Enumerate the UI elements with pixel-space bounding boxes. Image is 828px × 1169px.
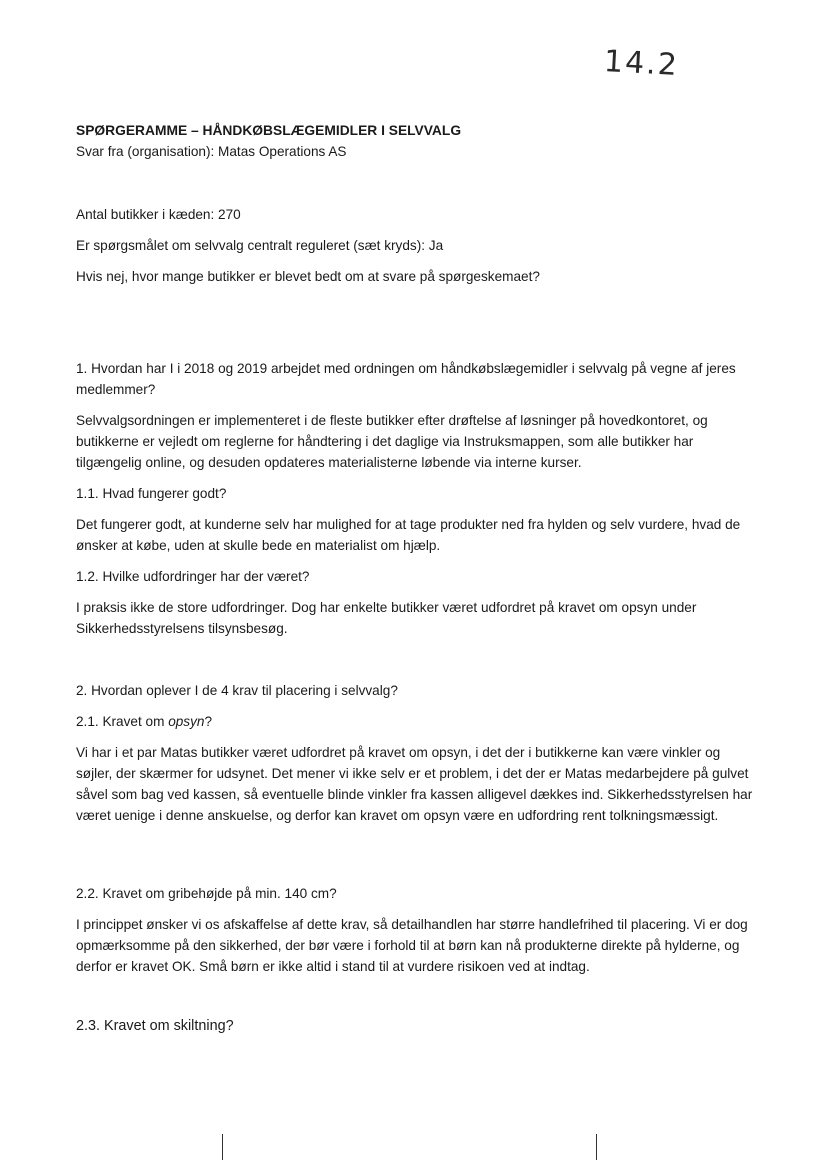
question-1: 1. Hvordan har I i 2018 og 2019 arbejdet med ordningen om håndkøbslægemidler i selvvalg på vegne af jeres medlemmer? <box>76 361 736 397</box>
answer-2-2: I princippet ønsker vi os afskaffelse af dette krav, så detailhandlen har større handlefrihed til placering. Vi er dog opmærksomme på den sikkerhed, der bør være i forhold til at børn kan nå produkterne direkte på hylderne, og derfor er kravet OK. Små børn er ikke altid i stand til at vurdere risikoen ved at indtag. <box>76 917 748 974</box>
question-2: 2. Hvordan oplever I de 4 krav til placering i selvvalg? <box>76 683 398 698</box>
regulated-line: Er spørgsmålet om selvvalg centralt reguleret (sæt kryds): Ja <box>76 238 444 253</box>
question-1-2: 1.2. Hvilke udfordringer har der været? <box>76 569 310 584</box>
question-2-2: 2.2. Kravet om gribehøjde på min. 140 cm? <box>76 886 337 901</box>
question-2-1-emphasis: opsyn <box>168 714 205 729</box>
answer-1-1: Det fungerer godt, at kunderne selv har mulighed for at tage produkter ned fra hylden og selv vurdere, hvad de ønsker at købe, uden at skulle bede en materialist om hjælp. <box>76 517 741 553</box>
scan-edge-mark-left <box>222 1134 223 1160</box>
answer-1: Selvvalgsordningen er implementeret i de fleste butikker efter drøftelse af løsninger på hovedkontoret, og butikkerne er vejledt om reglerne for håndtering i det daglige via Instruksmappen, som alle butikker har tilgængelig online, og desuden opdateres materialisterne løbende via interne kurser. <box>76 413 708 470</box>
respondent-line: Svar fra (organisation): Matas Operations AS <box>76 144 347 159</box>
question-1-1: 1.1. Hvad fungerer godt? <box>76 486 227 501</box>
question-2-1-suffix: ? <box>204 714 213 729</box>
document-title: SPØRGERAMME – HÅNDKØBSLÆGEMIDLER I SELVVALG <box>76 123 462 138</box>
stores-count-line: Antal butikker i kæden: 270 <box>76 207 241 222</box>
if-not-line: Hvis nej, hvor mange butikker er blevet bedt om at svare på spørgeskemaet? <box>76 269 540 284</box>
question-2-1 <box>76 711 756 732</box>
handwritten-page-number: 14.2 <box>603 44 680 83</box>
question-2-1-prefix: 2.1. Kravet om <box>76 714 169 729</box>
answer-1-2: I praksis ikke de store udfordringer. Dog har enkelte butikker været udfordret på kravet om opsyn under Sikkerhedsstyrelsens tilsynsbesøg. <box>76 600 697 636</box>
question-2-3: 2.3. Kravet om skiltning? <box>76 1018 234 1034</box>
scan-edge-mark-right <box>596 1134 597 1160</box>
answer-2-1: Vi har i et par Matas butikker været udfordret på kravet om opsyn, i det der i butikkerne kan være vinkler og søjler, der skærmer for udsynet. Det mener vi ikke selv er et problem, i det der er Matas medarbejdere på gulvet såvel som bag ved kassen, så eventuelle blinde vinkler fra kassen alligevel dækkes ind. Sikkerhedsstyrelsen har været uenige i denne anskuelse, og derfor kan kravet om opsyn være en udfordring rent tolkningsmæssigt. <box>76 745 753 823</box>
